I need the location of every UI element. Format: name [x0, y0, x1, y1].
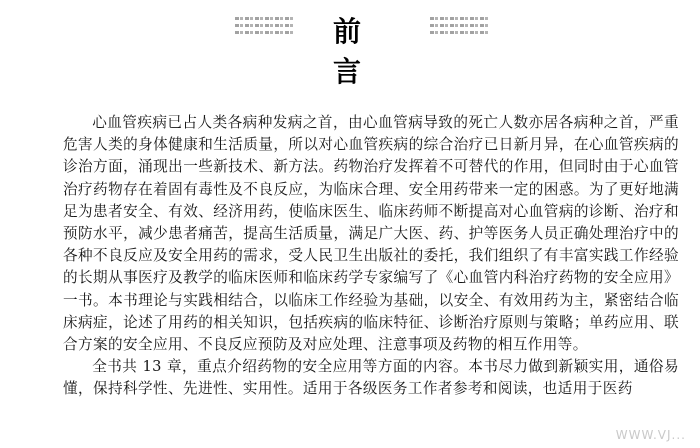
page-title: 前 言	[332, 15, 377, 88]
preface-body	[63, 112, 679, 401]
header-ornament-right	[430, 14, 490, 44]
page-header	[0, 8, 700, 88]
watermark: WWW.VJ...	[615, 428, 686, 442]
paragraph-1: 心血管疾病已占人类各病种发病之首，由心血管病导致的死亡人数亦居各病种之首，严重危害人类的身体健康和生活质量，所以对心血管疾病的综合治疗已日新月异，在心血管疾病的诊治方面，涌现出一些新技术、新方法。药物治疗发挥着不可替代的作用，但同时由于心血管治疗药物存在着固有毒性及不良反应，为临床合理、安全用药带来一定的困惑。为了更好地满足为患者安全、有效、经济用药，使临床医生、临床药师不断提高对心血管病的诊断、治疗和预防水平，减少患者痛苦，提高生活质量，满足广大医、药、护等医务人员正确处理治疗中的各种不良反应及安全用药的需求，受人民卫生出版社的委托，我们组织了有丰富实践工作经验的长期从事医疗及教学的临床医师和临床药学专家编写了《心血管内科治疗药物的安全应用》一书。本书理论与实践相结合，以临床工作经验为基础，以安全、有效用药为主，紧密结合临床病症，论述了用药的相关知识，包括疾病的临床特征、诊断治疗原则与策略；单药应用、联合方案的安全应用、不良反应预防及对应处理、注意事项及药物的相互作用等。	[63, 114, 679, 354]
header-ornament-left	[235, 14, 295, 44]
paragraph-2: 全书共 13 章，重点介绍药物的安全应用等方面的内容。本书尽力做到新颖实用，通俗易懂，保持科学性、先进性、实用性。适用于各级医务工作者参考和阅读，也适用于医药	[63, 358, 679, 398]
